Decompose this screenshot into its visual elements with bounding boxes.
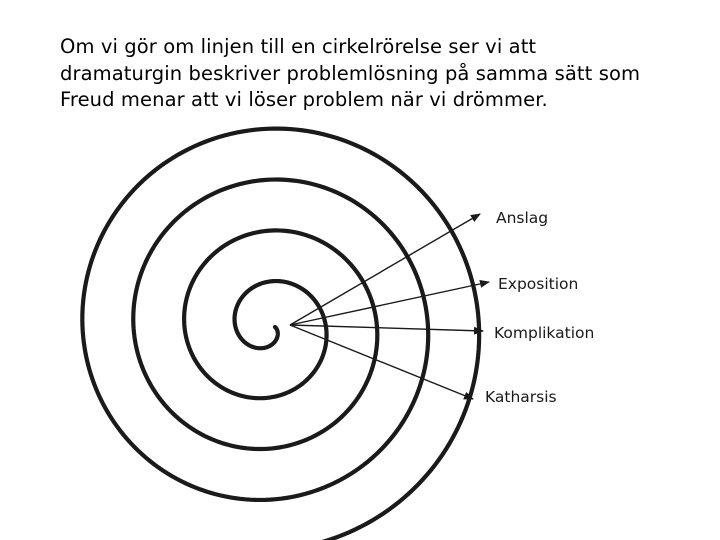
paragraph-line-1: Om vi gör om linjen till en cirkelrörelse ser vi att [60, 35, 537, 58]
spiral-line [82, 129, 479, 540]
arrow-katharsis [290, 325, 473, 399]
arrow-exposition [290, 282, 489, 325]
label-exposition: Exposition [498, 275, 579, 293]
paragraph-line-2: dramaturgin beskriver problemlösning på samma sätt som [60, 61, 641, 85]
label-anslag: Anslag [496, 209, 549, 227]
arrow-komplikation [290, 325, 483, 331]
paragraph-line-3: Freud menar att vi löser problem när vi drömmer. [60, 88, 548, 111]
arrow-anslag [290, 214, 480, 325]
label-komplikation: Komplikation [494, 324, 595, 342]
label-katharsis: Katharsis [485, 388, 557, 406]
